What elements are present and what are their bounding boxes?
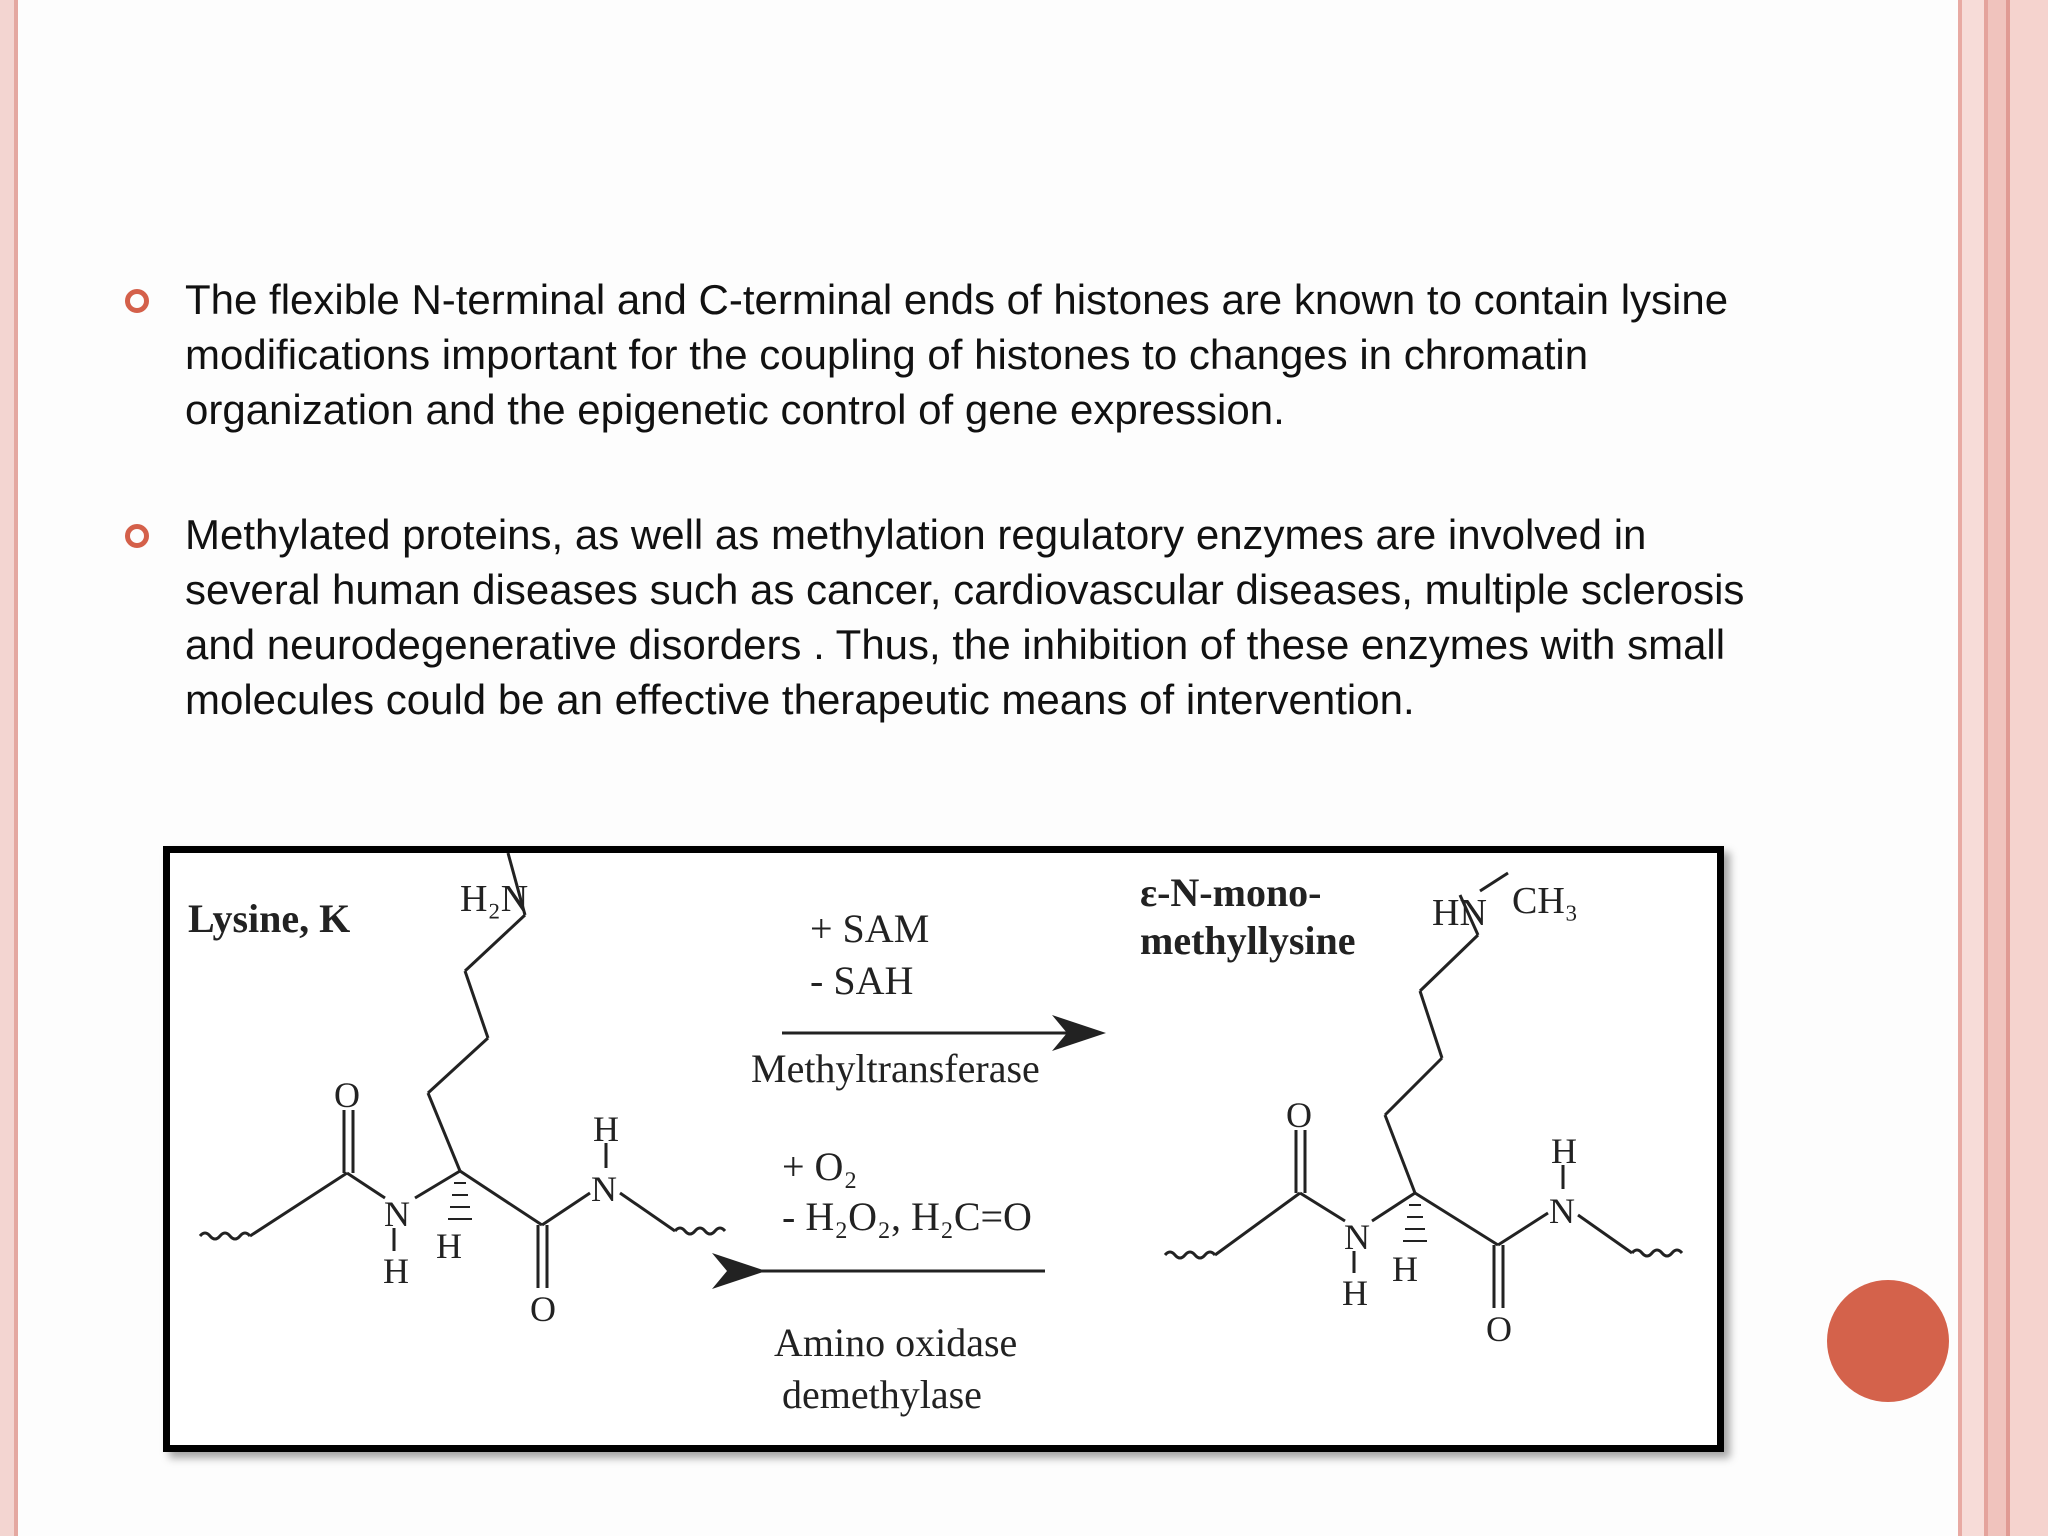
forward-reagent-sam: + SAM	[810, 906, 930, 951]
right-wavy-bond	[675, 1228, 725, 1234]
side-chain-bond	[428, 1038, 488, 1093]
side-chain-bond	[1420, 991, 1442, 1058]
lysine-title: Lysine, K	[188, 896, 351, 941]
atom-o-left-carbonyl-2: O	[530, 1289, 556, 1329]
side-chain-bond	[465, 971, 488, 1038]
reverse-enzyme-label-2: demethylase	[782, 1372, 982, 1417]
bullet-1-line-1: The flexible N-terminal and C-terminal ends of histones are known to contain lysine	[185, 276, 1729, 323]
left-wavy-bond	[200, 1233, 250, 1239]
bond	[415, 1171, 460, 1198]
right-border-stripe-2	[1988, 0, 2006, 1536]
side-chain-bond	[1385, 1058, 1442, 1115]
bullet-1-line-2: modifications important for the coupling of histones to changes in chromatin	[185, 331, 1589, 378]
right-wavy-bond	[1632, 1250, 1682, 1256]
forward-enzyme-label: Methyltransferase	[751, 1046, 1040, 1091]
bullet-1-line-3: organization and the epigenetic control of gene expression.	[185, 386, 1285, 433]
bond	[347, 1173, 385, 1198]
methyllysine-methyl-group: CH₃	[1512, 880, 1579, 922]
bullet-2-line-4: molecules could be an effective therapeutic means of intervention.	[185, 676, 1415, 723]
reverse-reagent-o2: + O₂	[782, 1144, 858, 1189]
side-chain-bond	[465, 915, 525, 971]
methyl-bond	[1480, 873, 1508, 891]
bullet-2-line-1: Methylated proteins, as well as methylation regulatory enzymes are involved in	[185, 511, 1647, 558]
methyllysine-title-line-2: methyllysine	[1140, 918, 1356, 963]
atom-n-right-amide: N	[1344, 1217, 1370, 1257]
lysine-methylation-diagram	[163, 846, 1724, 1452]
bullet-circle-icon	[125, 289, 149, 313]
side-chain-bond	[428, 1093, 460, 1171]
bond	[1300, 1193, 1345, 1221]
atom-n-left-amide-2: N	[591, 1169, 617, 1209]
bullet-circle-icon	[125, 524, 149, 548]
atom-h-left-amide-2: H	[593, 1109, 619, 1149]
bond	[1215, 1193, 1300, 1255]
atom-o-left-carbonyl: O	[334, 1075, 360, 1115]
bond	[620, 1193, 675, 1231]
atom-o-right-carbonyl-2: O	[1486, 1309, 1512, 1349]
bond	[542, 1193, 590, 1225]
bullet-2-line-3: and neurodegenerative disorders . Thus, the inhibition of these enzymes with small	[185, 621, 1726, 668]
bond	[250, 1173, 347, 1236]
forward-reagent-sah: - SAH	[810, 958, 914, 1003]
atom-h-left-alpha: H	[436, 1226, 462, 1266]
atom-o-right-carbonyl: O	[1286, 1095, 1312, 1135]
reverse-reagent-products: - H₂O₂, H₂C=O	[782, 1194, 1032, 1239]
reverse-enzyme-label-1: Amino oxidase	[774, 1320, 1018, 1365]
atom-h-left-nh: H	[383, 1251, 409, 1291]
atom-n-left-amide: N	[384, 1194, 410, 1234]
right-border-stripe-1	[1962, 0, 1984, 1536]
atom-h-right-amide-2: H	[1551, 1131, 1577, 1171]
left-wavy-bond	[1165, 1252, 1215, 1258]
bullet-paragraph-2	[185, 507, 1905, 727]
decorative-orange-circle	[1827, 1280, 1949, 1402]
methyllysine-amine-group: HN	[1432, 892, 1487, 934]
atom-h-right-alpha: H	[1392, 1249, 1418, 1289]
bullet-paragraph-1	[185, 272, 1905, 437]
side-chain-bond	[1385, 1115, 1415, 1193]
methyllysine-title-line-1: ε-N-mono-	[1140, 870, 1322, 915]
bullet-2-line-2: several human diseases such as cancer, cardiovascular diseases, multiple sclerosis	[185, 566, 1745, 613]
bond	[1578, 1215, 1632, 1253]
lysine-amine-group: H₂N	[460, 878, 529, 920]
bond	[1498, 1213, 1548, 1245]
right-border-stripe-3	[2010, 0, 2048, 1536]
left-border-line	[14, 0, 18, 1536]
bond	[460, 1171, 542, 1225]
bond	[1415, 1193, 1498, 1245]
side-chain-bond	[1420, 935, 1478, 991]
left-border-stripe	[0, 0, 14, 1536]
atom-h-right-nh: H	[1342, 1273, 1368, 1313]
atom-n-right-amide-2: N	[1549, 1191, 1575, 1231]
